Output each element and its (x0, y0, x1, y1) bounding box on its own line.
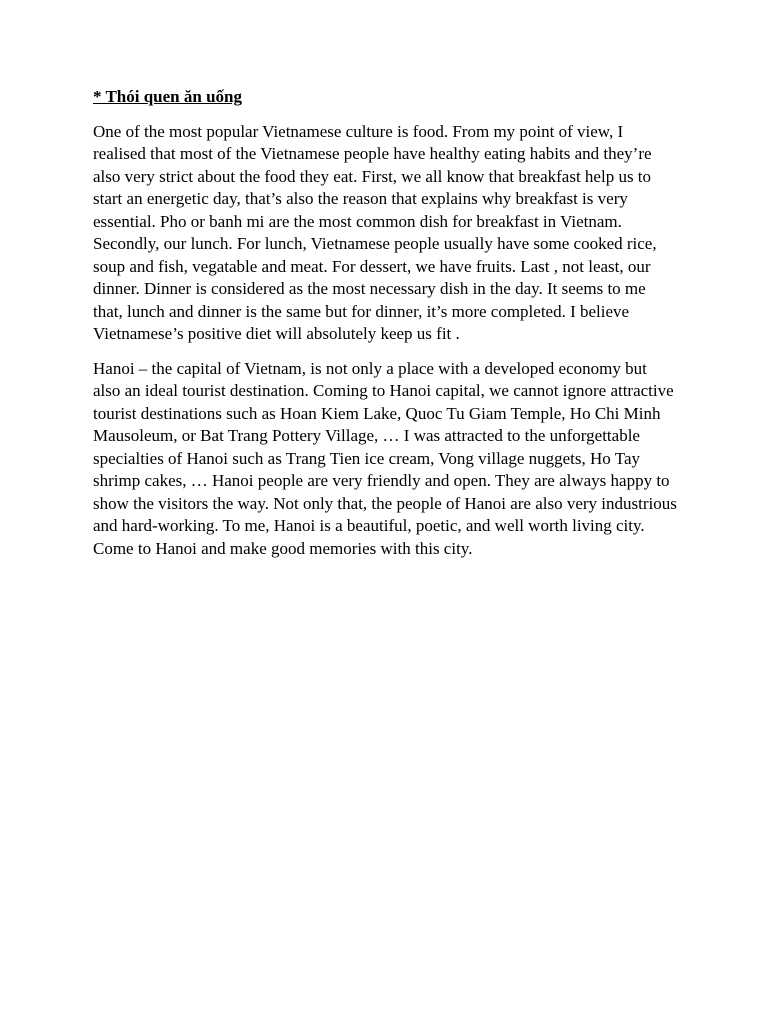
document-body (93, 86, 678, 572)
section-heading: * Thói quen ăn uống (93, 87, 242, 106)
paragraph-hanoi: Hanoi – the capital of Vietnam, is not only a place with a developed economy but also an ideal tourist destination. Coming to Hanoi capital, we cannot ignore attractive tourist destinations such as Hoan Kiem Lake, Quoc Tu Giam Temple, Ho Chi Minh Mausoleum, or Bat Trang Pottery Village, … I was attracted to the unforgettable specialties of Hanoi such as Trang Tien ice cream, Vong village nuggets, Ho Tay shrimp cakes, … Hanoi people are very friendly and open. They are always happy to show the visitors the way. Not only that, the people of Hanoi are also very industrious and hard-working. To me, Hanoi is a beautiful, poetic, and well worth living city. Come to Hanoi and make good memories with this city. (93, 358, 677, 558)
paragraph-food-culture: One of the most popular Vietnamese culture is food. From my point of view, I realised that most of the Vietnamese people have healthy eating habits and they’re also very strict about the food they eat. First, we all know that breakfast help us to start an energetic day, that’s also the reason that explains why breakfast is very essential. Pho or banh mi are the most common dish for breakfast in Vietnam. Secondly, our lunch. For lunch, Vietnamese people usually have some cooked rice, soup and fish, vegatable and meat. For dessert, we have fruits. Last , not least, our dinner. Dinner is considered as the most necessary dish in the day. It seems to me that, lunch and dinner is the same but for dinner, it’s more completed. I believe Vietnamese’s positive diet will absolutely keep us fit . (93, 121, 657, 343)
